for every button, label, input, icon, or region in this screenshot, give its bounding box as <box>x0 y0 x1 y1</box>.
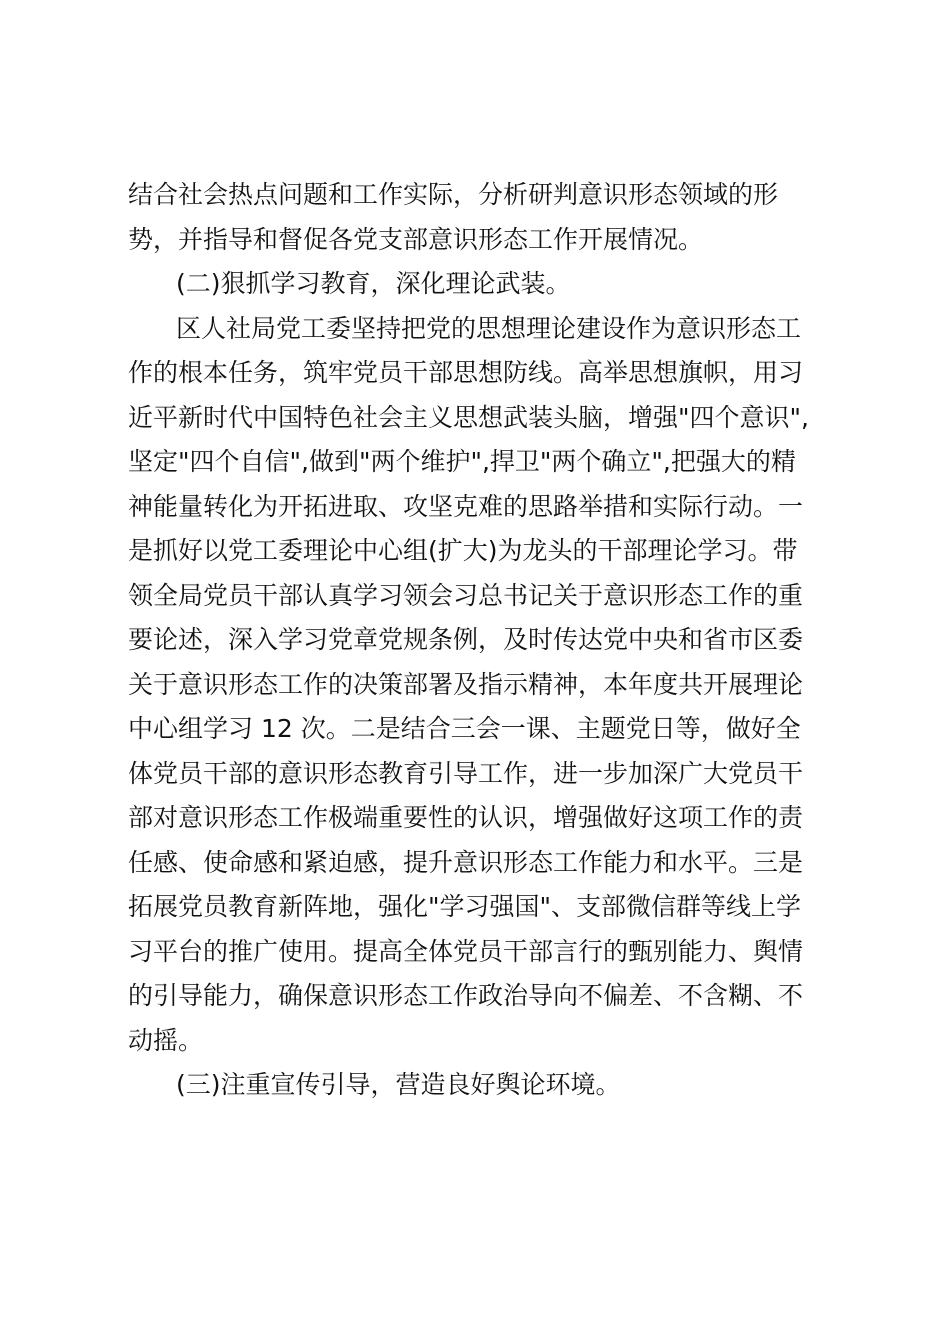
text-line: 部对意识形态工作极端重要性的认识，增强做好这项工作的责 <box>128 803 804 832</box>
text-line: 结合社会热点问题和工作实际，分析研判意识形态领域的形 <box>128 180 779 209</box>
text-line: 近平新时代中国特色社会主义思想武装头脑，增强"四个意识", <box>128 402 809 432</box>
text-line: 中心组学习 12 次。二是结合三会一课、主题党日等，做好全 <box>128 714 801 743</box>
text-line: 关于意识形态工作的决策部署及指示精神，本年度共开展理论 <box>128 669 804 699</box>
text-line: 神能量转化为开拓进取、攻坚克难的思路举措和实际行动。一 <box>128 491 804 521</box>
text-line: 要论述，深入学习党章党规条例，及时传达党中央和省市区委 <box>128 625 804 654</box>
text-line: 任感、使命感和紧迫感，提升意识形态工作能力和水平。三是 <box>128 847 804 877</box>
text-line: 坚定"四个自信",做到"两个维护",捍卫"两个确立",把强大的精 <box>128 447 796 476</box>
section-heading-3: (三)注重宣传引导，营造良好舆论环境。 <box>176 1070 621 1099</box>
text-line: 势，并指导和督促各党支部意识形态工作开展情况。 <box>128 224 704 254</box>
text-line: 是抓好以党工委理论中心组(扩大)为龙头的干部理论学习。带 <box>128 536 798 565</box>
text-line: 拓展党员教育新阵地，强化"学习强国"、支部微信群等线上学 <box>128 892 802 921</box>
text-line: 作的根本任务，筑牢党员干部思想防线。高举思想旗帜，用习 <box>128 358 804 387</box>
text-line: 动摇。 <box>128 1025 204 1055</box>
text-line: 体党员干部的意识形态教育引导工作，进一步加深广大党员干 <box>128 758 804 788</box>
body-text <box>128 173 828 1108</box>
text-line: 的引导能力，确保意识形态工作政治导向不偏差、不含糊、不 <box>128 981 804 1010</box>
text-line: 区人社局党工委坚持把党的思想理论建设作为意识形态工 <box>176 313 802 343</box>
section-heading-2: (二)狠抓学习教育，深化理论武装。 <box>176 269 571 298</box>
text-line: 领全局党员干部认真学习领会习总书记关于意识形态工作的重 <box>128 580 804 610</box>
text-line: 习平台的推广使用。提高全体党员干部言行的甄别能力、舆情 <box>128 936 804 966</box>
